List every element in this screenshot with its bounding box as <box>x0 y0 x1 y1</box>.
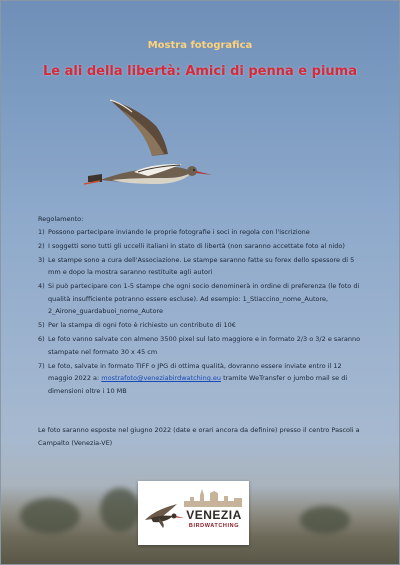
rule-number: 1) <box>38 227 45 236</box>
logo-subtitle: BIRDWATCHING <box>188 523 240 529</box>
rule-number: 7) <box>38 361 45 370</box>
rule-text: Per la stampa di ogni foto è richiesto un contributo di 10€ <box>48 321 236 329</box>
list-item <box>38 280 368 318</box>
background-tree <box>20 498 80 534</box>
exhibition-label: Mostra fotografica <box>147 40 253 51</box>
logo-bird-icon <box>141 498 185 528</box>
venezia-birdwatching-logo <box>138 481 249 545</box>
background-tree <box>100 488 140 532</box>
list-item <box>38 319 368 332</box>
rule-text: Si può partecipare con 1-5 stampe che ogni socio denominerà in ordine di preferenza (le foto di qualità insufficiente potranno essere escluse). Ad esempio: 1_Stiaccino_nome_Autore, 2_Airone_guardabuoi_nome_Autore <box>48 282 360 315</box>
submission-email-link[interactable]: mostrafoto@veneziabirdwatching.eu <box>101 374 222 382</box>
background-tree <box>300 506 350 534</box>
rules-list <box>38 226 368 398</box>
list-item <box>38 226 368 239</box>
rules-heading: Regolamento: <box>38 215 84 223</box>
list-item <box>38 254 368 279</box>
rule-text-after-link: tramite WeTransfer o jumbo mail se di dimensioni oltre i 10 MB <box>48 374 348 395</box>
rule-text-before-link: Le foto, salvate in formato TIFF o JPG di ottima qualità, dovranno essere inviate entro il 12 maggio 2022 a: <box>48 361 342 382</box>
rules-section <box>38 213 368 399</box>
rule-number: 4) <box>38 282 45 290</box>
rule-text: Le stampe sono a cura dell'Associazione. Le stampe saranno fatte su forex dello spessore di 5 mm e dopo la mostra saranno restituite agli autori <box>48 255 355 276</box>
list-item <box>38 333 368 358</box>
exhibition-details: Le foto saranno esposte nel giugno 2022 (date e orari ancora da definire) presso il centro Pascoli a Campalto (Venezia-VE) <box>38 426 360 447</box>
flying-bird-photo <box>82 94 214 190</box>
list-item <box>38 360 368 398</box>
rule-text: Possono partecipare inviando le proprie fotografie i soci in regola con l'iscrizione <box>48 227 310 236</box>
rule-number: 5) <box>38 321 45 329</box>
rule-number: 2) <box>38 241 45 250</box>
rule-text: I soggetti sono tutti gli uccelli italiani in stato di libertà (non saranno accettate foto al nido) <box>48 241 345 250</box>
rule-text: Le foto vanno salvate con almeno 3500 pixel sul lato maggiore e in formato 2/3 o 3/2 e saranno stampate nel formato 30 x 45 cm <box>48 335 361 356</box>
rule-number: 3) <box>38 255 45 264</box>
logo-name: VENEZIA <box>186 508 242 522</box>
logo-skyline-icon <box>184 485 242 507</box>
page-title: Le ali della libertà: Amici di penna e piuma <box>43 64 357 79</box>
list-item <box>38 240 368 253</box>
rule-number: 6) <box>38 335 45 343</box>
